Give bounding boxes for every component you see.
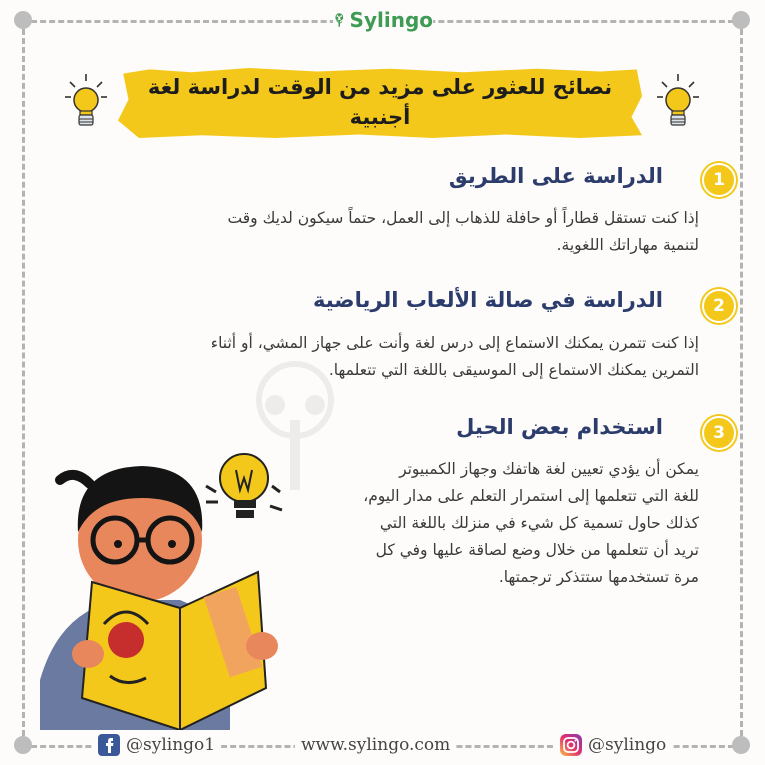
instagram-icon <box>560 734 582 756</box>
tip-heading: الدراسة في صالة الألعاب الرياضية <box>312 288 663 312</box>
tip-body-line: التمرين يمكنك الاستماع إلى الموسيقى باللغة التي تتعلمها. <box>328 361 699 379</box>
brand-logo <box>333 2 433 38</box>
tip-body <box>211 330 699 384</box>
tip-body-line: إذا كنت تستقل قطاراً أو حافلة للذهاب إلى العمل، حتماً سيكون لديك وقت <box>227 209 699 227</box>
tip-body-line: مرة تستخدمها ستتذكر ترجمتها. <box>498 568 699 586</box>
instagram-handle: @sylingo <box>588 735 667 755</box>
tip-body-line: تريد أن تتعلمها من خلال وضع لصاقة عليها وفي كل <box>375 541 699 559</box>
tip-number-badge: 2 <box>702 289 736 323</box>
corner-dot-top-left <box>14 11 32 29</box>
tree-icon <box>333 4 346 36</box>
facebook-icon <box>98 734 120 756</box>
tip-number-badge: 3 <box>702 416 736 450</box>
tip-body-line: إذا كنت تتمرن يمكنك الاستماع إلى درس لغة وأنت على جهاز المشي، أو أثناء <box>210 334 699 352</box>
tip-heading: الدراسة على الطريق <box>448 164 663 188</box>
website-url: www.sylingo.com <box>301 735 451 755</box>
page-title: نصائح للعثور على مزيد من الوقت لدراسة لغة أجنبية <box>147 75 613 129</box>
lightbulb-icon <box>656 72 700 134</box>
corner-dot-bottom-left <box>14 736 32 754</box>
footer-website-link[interactable] <box>295 732 456 758</box>
tip-body-line: لتنمية مهاراتك اللغوية. <box>556 236 699 254</box>
tip-body-line: للغة التي تتعلمها إلى استمرار التعلم على مدار اليوم، <box>363 487 699 505</box>
idea-lightbulb-icon <box>206 454 282 518</box>
footer-facebook-link[interactable] <box>92 732 221 758</box>
frame-left-border <box>22 20 25 745</box>
footer-instagram-link[interactable] <box>554 732 672 758</box>
frame-right-border <box>740 20 743 745</box>
tip-number-badge: 1 <box>702 163 736 197</box>
tip-body <box>228 205 699 259</box>
boy-reading-illustration <box>30 440 290 730</box>
corner-dot-top-right <box>732 11 750 29</box>
lightbulb-icon <box>64 72 108 134</box>
facebook-handle: @sylingo1 <box>126 735 216 755</box>
tip-body <box>363 456 699 591</box>
corner-dot-bottom-right <box>732 736 750 754</box>
brand-name: Sylingo <box>349 8 433 32</box>
tip-body-line: يمكن أن يؤدي تعيين لغة هاتفك وجهاز الكمبيوتر <box>399 460 699 478</box>
tip-heading: استخدام بعض الحيل <box>456 415 663 439</box>
tip-body-line: كذلك حاول تسمية كل شيء في منزلك باللغة التي <box>379 514 699 532</box>
